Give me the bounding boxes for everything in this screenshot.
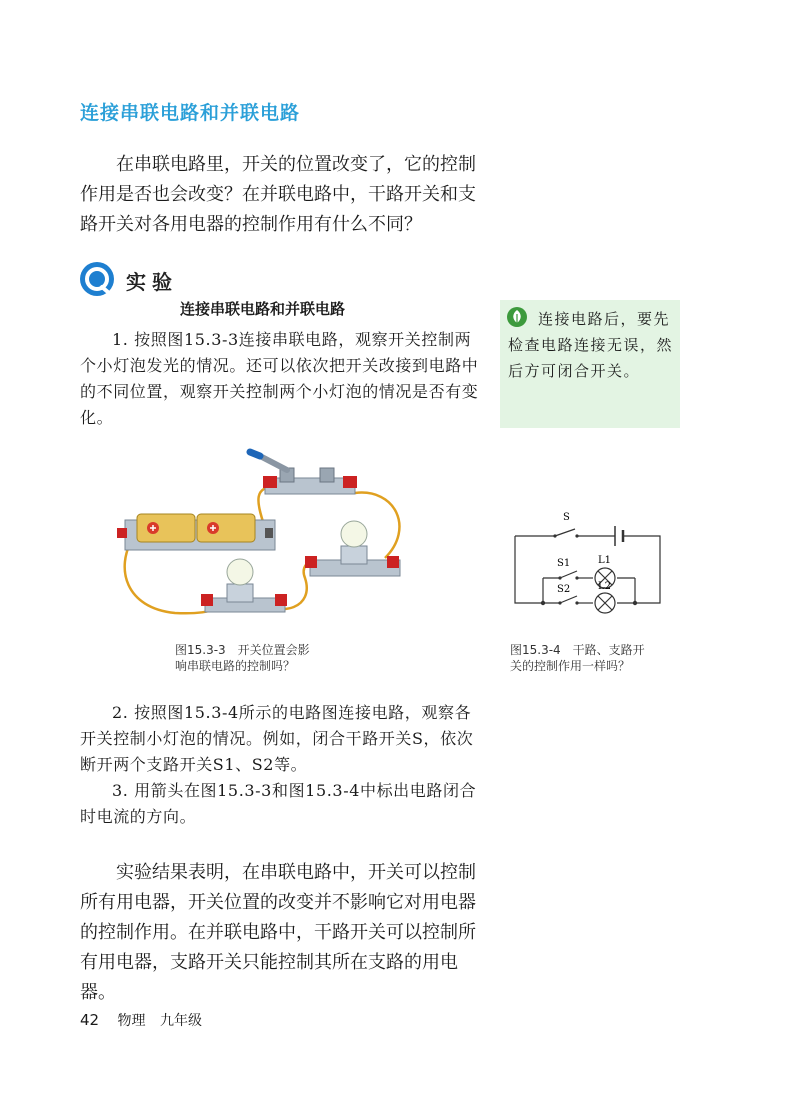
- label-s2: S2: [557, 584, 571, 595]
- label-l1: L1: [598, 555, 612, 566]
- figure-15-3-4-caption: [510, 642, 675, 674]
- intro-text: 在串联电路里，开关的位置改变了，它的控制作用是否也会改变？在并联电路中，干路开关和支路开关对各用电器的控制作用有什么不同？: [80, 154, 476, 235]
- battery-holder: [117, 514, 275, 550]
- fig1-caption-line-1: 图15.3-3 开关位置会影: [175, 643, 310, 657]
- page-number: 42: [80, 1011, 100, 1029]
- lamp-l2: [595, 593, 615, 613]
- label-s: S: [563, 512, 570, 523]
- footer-grade: 九年级: [160, 1013, 202, 1029]
- experiment-title: 实验: [126, 270, 178, 294]
- switch: [250, 452, 357, 494]
- step-3-text: 3. 用箭头在图15.3-3和图15.3-4中标出电路闭合时电流的方向。: [80, 781, 477, 826]
- experiment-subtitle: 连接串联电路和并联电路: [180, 300, 346, 318]
- figure-15-3-3-caption: [175, 642, 335, 674]
- fig2-caption-line-2: 关的控制作用一样吗？: [510, 659, 631, 673]
- intro-paragraph: [80, 150, 480, 240]
- footer-subject: 物理: [117, 1013, 146, 1029]
- conclusion-text: 实验结果表明，在串联电路中，开关可以控制所有用电器，开关位置的改变并不影响它对用电器的控制作用。在并联电路中，干路开关可以控制所有用电器，支路开关只能控制其所在支路的用电器。: [80, 862, 476, 1003]
- experiment-steps-2-3: [80, 700, 485, 830]
- step-2-text: 2. 按照图15.3-4所示的电路图连接电路，观察各开关控制小灯泡的情况。例如，闭合干路开关S，依次断开两个支路开关S1、S2等。: [80, 703, 474, 774]
- bulb-right: [305, 521, 400, 576]
- fig1-caption-line-2: 响串联电路的控制吗？: [175, 659, 296, 673]
- fig2-caption-line-1: 图15.3-4 干路、支路开: [510, 643, 645, 657]
- step-1-text: 1. 按照图15.3-3连接串联电路，观察开关控制两个小灯泡发光的情况。还可以依次把开关改接到电路中的不同位置，观察开关控制两个小灯泡的情况是否有变化。: [80, 330, 479, 427]
- series-circuit-illustration: [115, 448, 415, 628]
- experiment-icon: [78, 260, 116, 298]
- bulb-left: [201, 559, 287, 612]
- conclusion-paragraph: [80, 858, 485, 1008]
- page-footer: [80, 1010, 212, 1030]
- experiment-step-1: [80, 327, 480, 431]
- note-text: 连接电路后，要先检查电路连接无误，然后方可闭合开关。: [508, 310, 674, 380]
- label-l2: L2: [598, 581, 612, 592]
- section-title: 连接串联电路和并联电路: [80, 102, 301, 124]
- parallel-circuit-diagram: [505, 508, 675, 640]
- label-s1: S1: [557, 558, 571, 569]
